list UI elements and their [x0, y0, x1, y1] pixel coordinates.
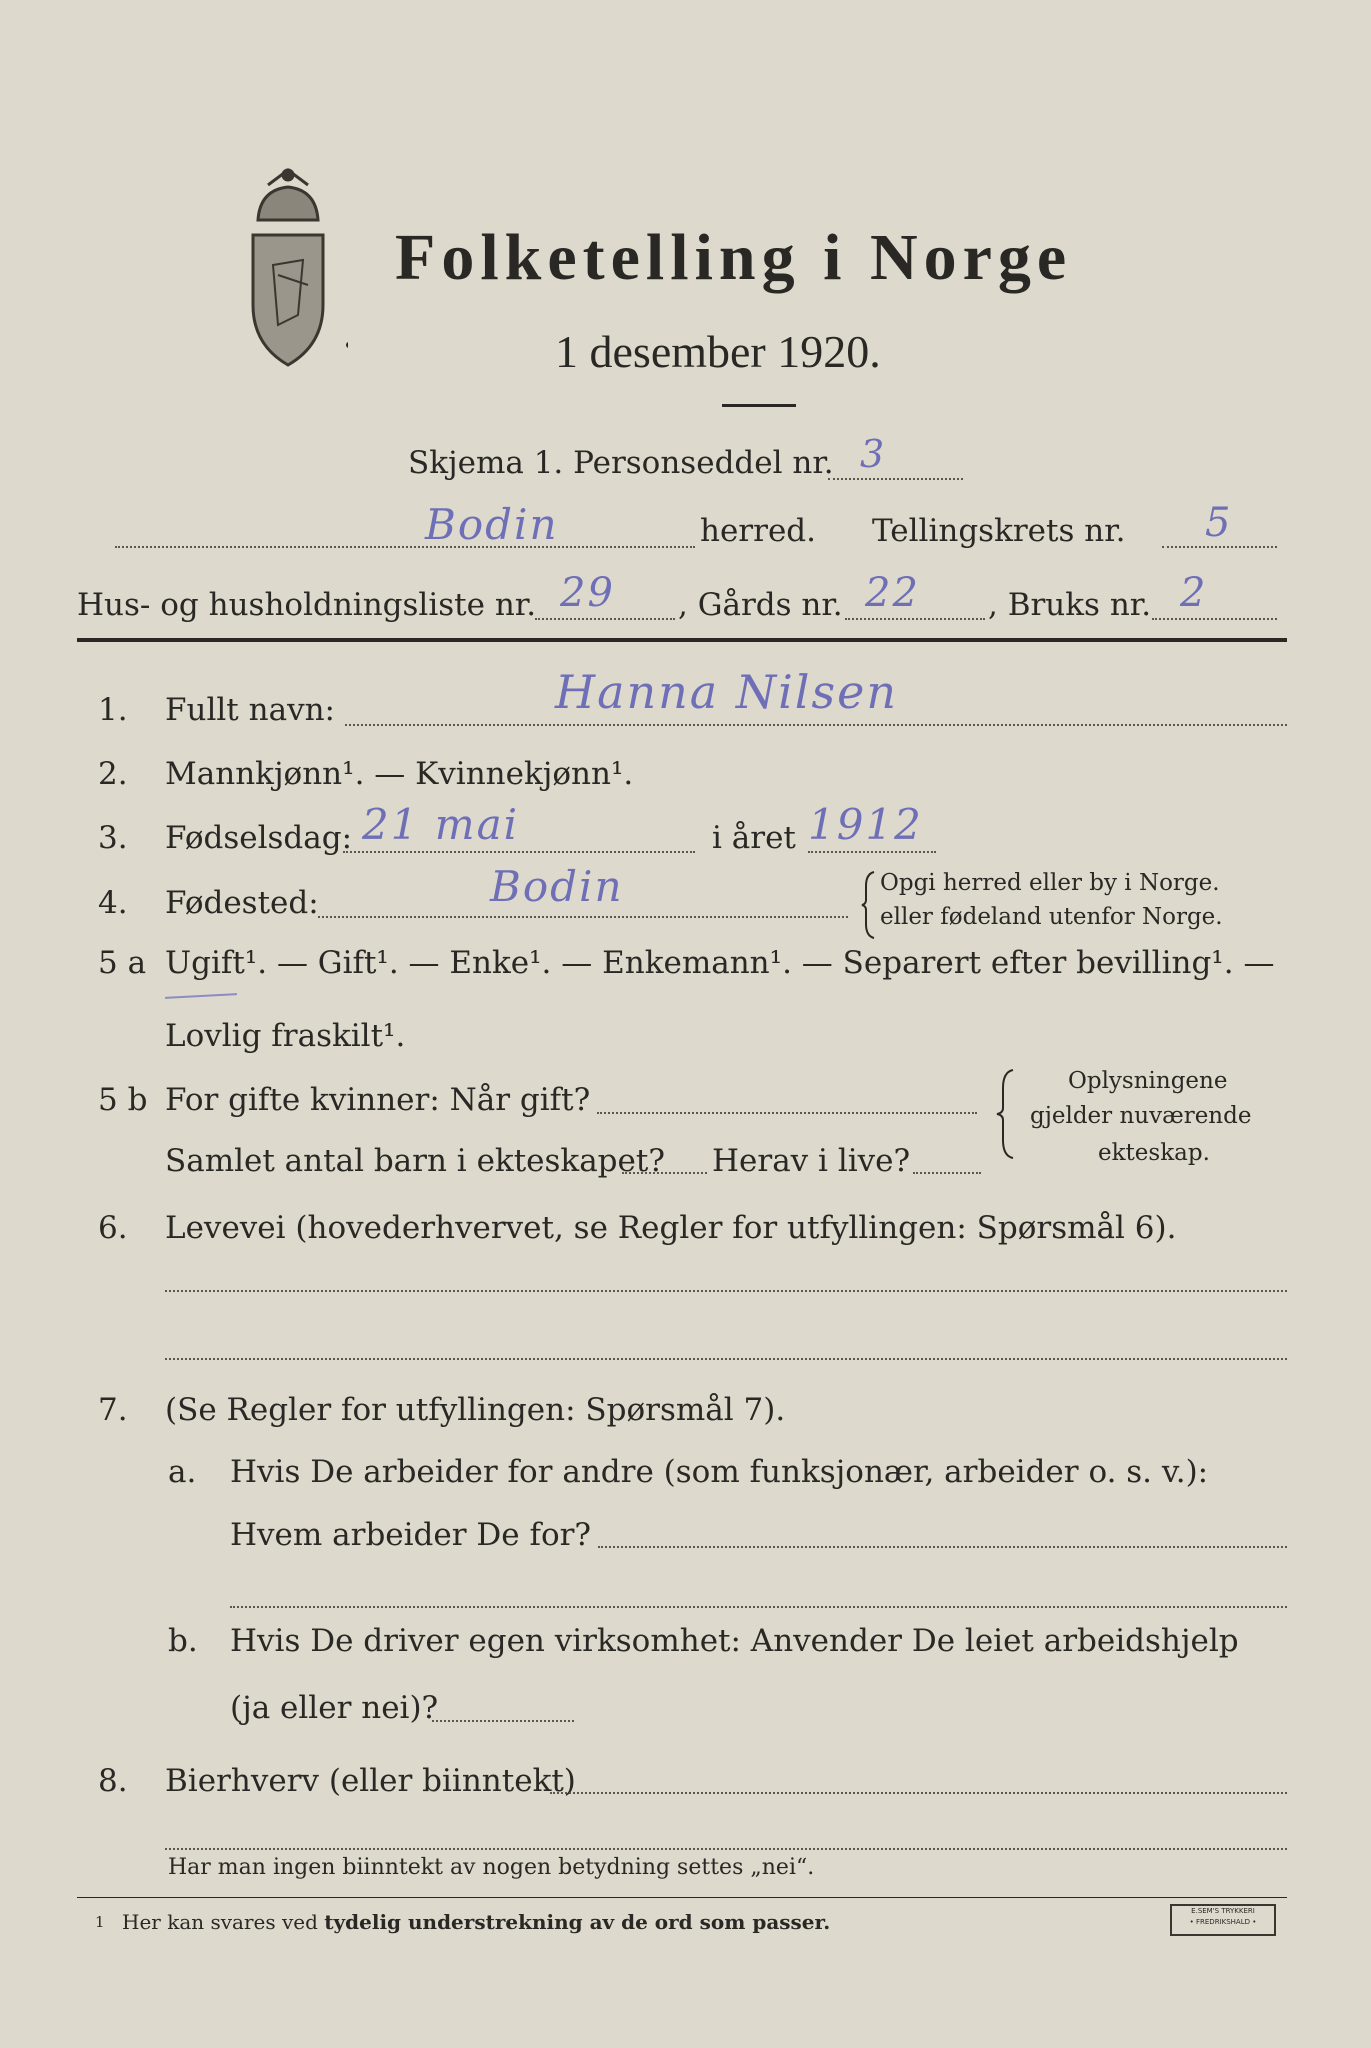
q4-note-2: eller fødeland utenfor Norge. — [880, 904, 1223, 930]
q7a-line2: Hvem arbeider De for? — [230, 1517, 592, 1553]
q5b-note-1: Oplysningene — [1068, 1068, 1228, 1094]
q5b-note-2: gjelder nuværende — [1030, 1103, 1252, 1129]
brace-icon — [860, 870, 878, 940]
alive-label: Herav i live? — [712, 1143, 911, 1179]
side-income-line-1[interactable] — [550, 1792, 1287, 1794]
occupation-line-1[interactable] — [165, 1290, 1287, 1292]
footnote-text: Her kan svares ved — [122, 1910, 325, 1934]
employer-line-1[interactable] — [598, 1546, 1287, 1548]
q5a-number: 5 a — [98, 945, 147, 981]
q4-label: Fødested: — [165, 885, 319, 921]
q1-line — [345, 724, 1287, 726]
q5b-number: 5 b — [98, 1082, 148, 1118]
marital-status-line2: Lovlig fraskilt¹. — [165, 1018, 406, 1054]
hired-help-line[interactable] — [432, 1720, 574, 1722]
q8-label: Bierhverv (eller biinntekt) — [165, 1763, 576, 1799]
q5b-note-3: ekteskap. — [1098, 1140, 1210, 1166]
q8-number: 8. — [98, 1763, 128, 1799]
q1-number: 1. — [98, 692, 128, 728]
q3-label: Fødselsdag: — [165, 820, 353, 856]
header-rule — [77, 638, 1287, 642]
bruks-label: , Bruks nr. — [988, 587, 1152, 623]
birth-year-value[interactable]: 1912 — [808, 800, 923, 849]
gards-value[interactable]: 22 — [865, 570, 920, 616]
q6-label: Levevei (hovederhvervet, se Regler for utfyllingen: Spørsmål 6). — [165, 1210, 1177, 1246]
children-label: Samlet antal barn i ekteskapet? — [165, 1143, 665, 1179]
footer-note: Har man ingen biinntekt av nogen betydning settes „nei“. — [168, 1855, 815, 1880]
bruks-value[interactable]: 2 — [1180, 570, 1208, 616]
hus-value[interactable]: 29 — [560, 570, 615, 616]
skjema-label: Skjema 1. Personseddel nr. — [408, 445, 834, 481]
q4-line — [318, 916, 848, 918]
q6-number: 6. — [98, 1210, 128, 1246]
sex-options[interactable]: Mannkjønn¹. — Kvinnekjønn¹. — [165, 756, 634, 792]
q7a-line1: Hvis De arbeider for andre (som funksjonær, arbeider o. s. v.): — [230, 1454, 1209, 1490]
footer-rule — [77, 1897, 1287, 1898]
year-label: i året — [712, 820, 796, 856]
alive-line[interactable] — [913, 1172, 981, 1174]
year-line — [808, 851, 936, 853]
gards-label: , Gårds nr. — [678, 587, 843, 623]
occupation-line-2[interactable] — [165, 1358, 1287, 1360]
footnote-bold-text: tydelig understrekning av de ord som passer. — [324, 1910, 831, 1934]
marital-status-options[interactable]: Ugift¹. — Gift¹. — Enke¹. — Enkemann¹. — Separert efter bevilling¹. — — [165, 945, 1275, 981]
q7b-letter: b. — [168, 1623, 198, 1659]
printer-stamp — [1170, 1904, 1276, 1936]
hus-line — [535, 618, 675, 620]
q7b-line2: (ja eller nei)? — [230, 1690, 439, 1726]
printer-line-1: E.SEM'S TRYKKERI — [1191, 1907, 1255, 1915]
birthplace-value[interactable]: Bodin — [490, 862, 624, 911]
coat-of-arms-icon — [228, 165, 348, 375]
title-divider — [722, 404, 796, 407]
birthday-value[interactable]: 21 mai — [362, 800, 520, 849]
marital-underline-mark — [165, 993, 237, 999]
skjema-line — [828, 478, 963, 480]
tellingskrets-line — [1162, 546, 1277, 548]
bruks-line — [1152, 618, 1277, 620]
skjema-value[interactable]: 3 — [860, 432, 887, 476]
herred-value[interactable]: Bodin — [425, 500, 559, 549]
q4-note-1: Opgi herred eller by i Norge. — [880, 870, 1220, 896]
census-date: 1 desember 1920. — [555, 326, 881, 377]
q7-number: 7. — [98, 1392, 128, 1428]
footnote — [122, 1910, 830, 1934]
page-title: Folketelling i Norge — [395, 221, 1073, 294]
herred-label: herred. — [700, 513, 816, 549]
q5b-label: For gifte kvinner: Når gift? — [165, 1082, 591, 1118]
q7-label: (Se Regler for utfyllingen: Spørsmål 7). — [165, 1392, 786, 1428]
q2-number: 2. — [98, 756, 128, 792]
brace-icon — [995, 1068, 1017, 1160]
children-line[interactable] — [622, 1172, 707, 1174]
printer-line-2: • FREDRIKSHALD • — [1189, 1918, 1257, 1926]
side-income-line-2[interactable] — [165, 1848, 1287, 1850]
herred-line — [115, 546, 695, 548]
q3-number: 3. — [98, 820, 128, 856]
q1-label: Fullt navn: — [165, 692, 335, 728]
q7b-line1: Hvis De driver egen virksomhet: Anvender De leiet arbeidshjelp — [230, 1623, 1239, 1659]
full-name-value[interactable]: Hanna Nilsen — [555, 665, 898, 719]
q4-number: 4. — [98, 885, 128, 921]
employer-line-2[interactable] — [230, 1606, 1287, 1608]
married-when-line[interactable] — [597, 1112, 977, 1114]
hus-label: Hus- og husholdningsliste nr. — [77, 587, 537, 623]
gards-line — [845, 618, 985, 620]
tellingskrets-label: Tellingskrets nr. — [872, 513, 1126, 549]
tellingskrets-value[interactable]: 5 — [1205, 500, 1233, 546]
q7a-letter: a. — [168, 1454, 197, 1490]
footnote-mark: 1 — [95, 1913, 105, 1931]
q3-line — [343, 851, 695, 853]
